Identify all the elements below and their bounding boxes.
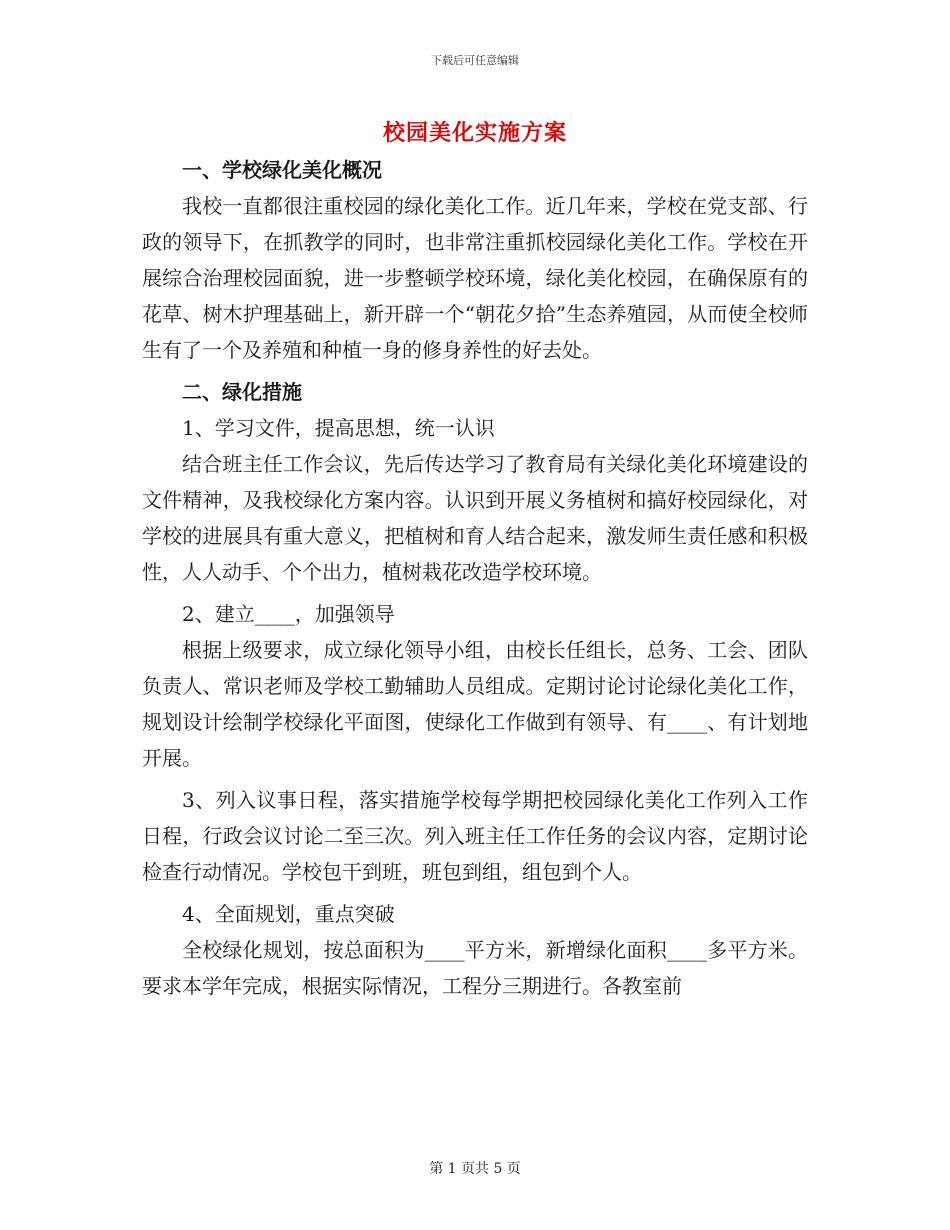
item4-title: 4、全面规划，重点突破 xyxy=(182,902,395,926)
section2-heading: 二、绿化措施 xyxy=(182,380,302,404)
document-body xyxy=(142,152,808,1004)
section1-paragraph: 我校一直都很注重校园的绿化美化工作。近几年来，学校在党支部、行政的领导下，在抓教学的同时，也非常注重抓校园绿化美化工作。学校在开展综合治理校园面貌，进一步整顿学校环境，绿化美化校园，在确保原有的花草、树木护理基础上，新开辟一个“朝花夕拾”生态养殖园，从而使全校师生有了一个及养殖和种植一身的修身养性的好去处。 xyxy=(142,194,808,362)
item3-paragraph: 3、列入议事日程，落实措施学校每学期把校园绿化美化工作列入工作日程，行政会议讨论二至三次。列入班主任工作任务的会议内容，定期讨论检查行动情况。学校包干到班，班包到组，组包到个人。 xyxy=(142,788,808,884)
item1-paragraph: 结合班主任工作会议，先后传达学习了教育局有关绿化美化环境建设的文件精神，及我校绿化方案内容。认识到开展义务植树和搞好校园绿化，对学校的进展具有重大意义，把植树和育人结合起来，激发师生责任感和积极性，人人动手、个个出力，植树栽花改造学校环境。 xyxy=(142,452,808,584)
item2-paragraph: 根据上级要求，成立绿化领导小组，由校长任组长，总务、工会、团队负责人、常识老师及学校工勤辅助人员组成。定期讨论讨论绿化美化工作，规划设计绘制学校绿化平面图，使绿化工作做到有领导、有____、有计划地开展。 xyxy=(142,638,808,770)
item2-title: 2、建立____，加强领导 xyxy=(182,602,395,626)
document-title: 校园美化实施方案 xyxy=(382,120,567,146)
section1-heading: 一、学校绿化美化概况 xyxy=(182,158,382,182)
page-footer: 第 1 页共 5 页 xyxy=(429,1161,521,1177)
item1-title: 1、学习文件，提高思想，统一认识 xyxy=(182,416,495,440)
header-note: 下载后可任意编辑 xyxy=(431,54,519,67)
item4-paragraph: 全校绿化规划，按总面积为____平方米，新增绿化面积____多平方米。要求本学年完成，根据实际情况，工程分三期进行。各教室前 xyxy=(142,938,808,998)
